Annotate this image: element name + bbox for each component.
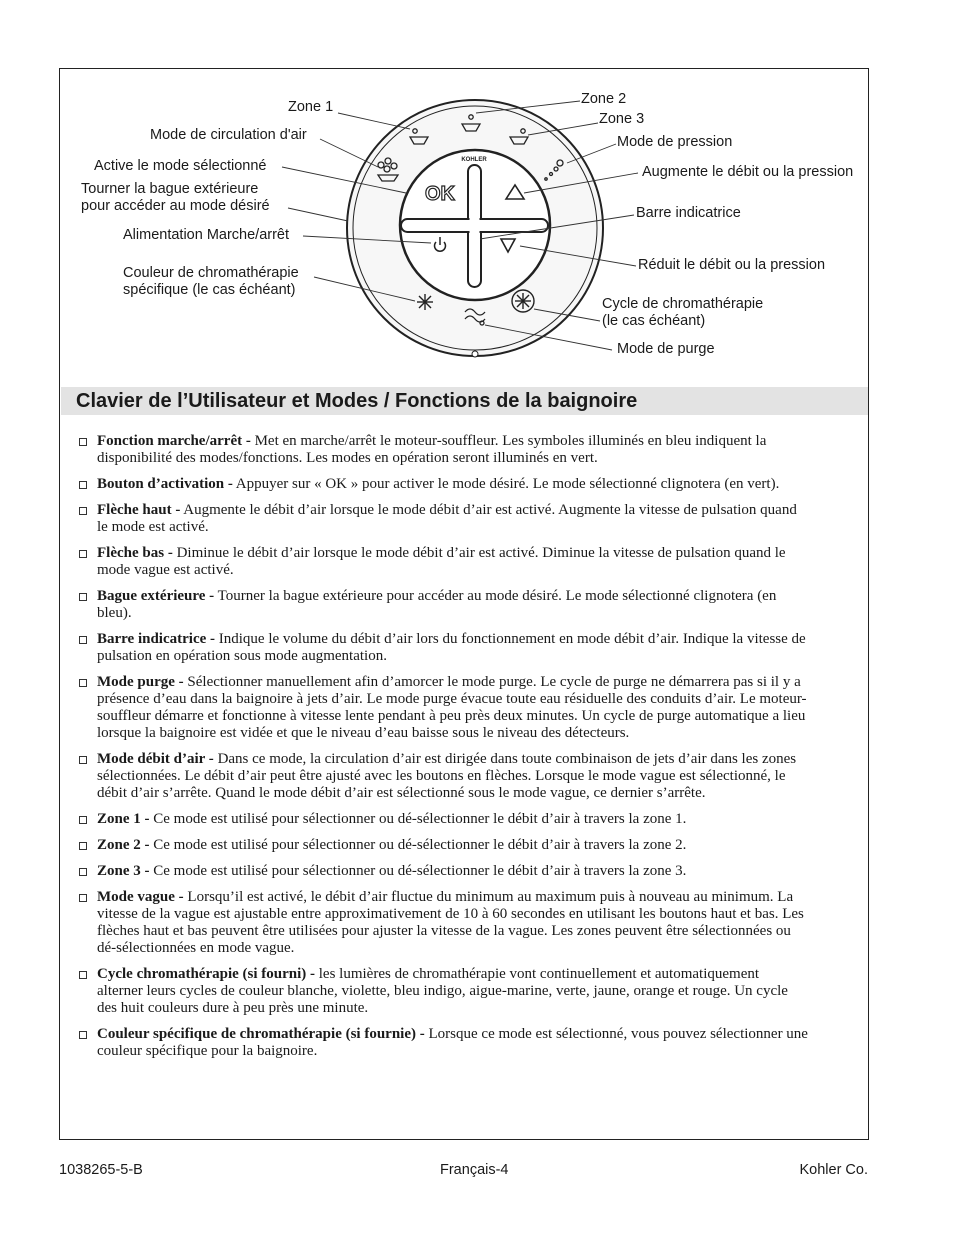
callout-decrease-flow: Réduit le débit ou la pression bbox=[638, 257, 826, 273]
kohler-logo: KOHLER bbox=[461, 157, 487, 163]
list-item bbox=[78, 1026, 808, 1060]
item-term: Barre indicatrice - bbox=[97, 631, 216, 647]
chroma-specific-color-icon bbox=[417, 294, 433, 310]
callout-turn-ring bbox=[81, 181, 270, 215]
square-bullet-icon bbox=[79, 756, 87, 764]
callout-turn-ring-line2: pour accéder au mode désiré bbox=[81, 198, 270, 214]
square-bullet-icon bbox=[79, 550, 87, 558]
item-description: Ce mode est utilisé pour sélectionner ou dé-sélectionner le débit d’air à travers la zone 2. bbox=[149, 837, 687, 853]
list-item bbox=[78, 837, 808, 854]
callout-zone1: Zone 1 bbox=[288, 99, 334, 115]
item-description: Augmente le débit d’air lorsque le mode débit d’air est activé. Augmente la vitesse de pulsation quand le mode est activé. bbox=[97, 502, 797, 535]
item-term: Bague extérieure - bbox=[97, 588, 215, 604]
callout-chroma-cycle-line1: Cycle de chromathérapie bbox=[602, 296, 764, 312]
item-description: Appuyer sur « OK » pour activer le mode désiré. Le mode sélectionné clignotera (en vert). bbox=[232, 476, 780, 492]
callout-specific-color-line1: Couleur de chromathérapie bbox=[123, 265, 299, 281]
item-term: Zone 2 - bbox=[97, 837, 150, 853]
callout-zone2: Zone 2 bbox=[581, 91, 627, 107]
item-description: les lumières de chromathérapie vont continuellement et automatiquement alterner leurs cycles de couleur blanche, violette, bleu indigo, aigue-marine, verte, jaune, orange et rouge. Un cycle des huit couleurs dure à peu près une minute. bbox=[97, 966, 788, 1016]
item-term: Bouton d’activation - bbox=[97, 476, 233, 492]
item-term: Zone 3 - bbox=[97, 863, 150, 879]
callout-turn-ring-line1: Tourner la bague extérieure bbox=[81, 181, 259, 197]
callout-chroma-cycle bbox=[602, 296, 763, 330]
list-item bbox=[78, 502, 808, 536]
item-description: Lorsque ce mode est sélectionné, vous pouvez sélectionner une couleur spécifique pour la baignoire. bbox=[97, 1026, 808, 1059]
footer-doc-number: 1038265-5-B bbox=[59, 1162, 143, 1178]
square-bullet-icon bbox=[79, 636, 87, 644]
item-term: Mode purge - bbox=[97, 674, 184, 690]
item-term: Flèche bas - bbox=[97, 545, 173, 561]
callout-chroma-cycle-line2: (le cas échéant) bbox=[602, 313, 706, 329]
callout-specific-color-line2: spécifique (le cas échéant) bbox=[123, 282, 296, 298]
item-term: Cycle chromathérapie (si fourni) - bbox=[97, 966, 316, 982]
callout-pressure-mode: Mode de pression bbox=[617, 134, 733, 150]
square-bullet-icon bbox=[79, 971, 87, 979]
callout-power-on-off: Alimentation Marche/arrêt bbox=[123, 227, 290, 243]
leader-zone1 bbox=[338, 113, 410, 129]
keypad-diagram bbox=[60, 69, 870, 387]
item-description: Lorsqu’il est activé, le débit d’air fluctue du minimum au maximum puis à nouveau au minimum. La vitesse de la vague est ajustable entre approximativement de 10 à 60 secondes en utilisant les boutons haut et bas. Les flèches haut et bas peuvent être utilisées pour ajuster la vitesse de la vague. Les zones peuvent être sélectionnées ou dé-sélectionnées en mode vague. bbox=[97, 889, 804, 956]
footer-company: Kohler Co. bbox=[799, 1162, 868, 1178]
callout-indicator-bar: Barre indicatrice bbox=[636, 205, 741, 221]
list-item bbox=[78, 674, 808, 742]
list-item bbox=[78, 476, 808, 493]
list-item bbox=[78, 751, 808, 802]
item-description: Sélectionner manuellement afin d’amorcer le mode purge. Le cycle de purge ne démarrera pas si il y a présence d’eau dans la baignoire à jets d’air. Le mode purge évacue toute eau résiduelle des conduits d’air. Le moteur-souffleur démarre et fonctionne à vitesse lente pendant à peu près deux minutes. Un cycle de purge automatique a lieu lorsque la baignoire est vidée et que le niveau d’eau baisse sous le niveau des détecteurs. bbox=[97, 674, 807, 741]
footer-page-number: Français-4 bbox=[440, 1162, 509, 1178]
item-description: Tourner la bague extérieure pour accéder au mode désiré. Le mode sélectionné clignotera (en bleu). bbox=[97, 588, 777, 621]
square-bullet-icon bbox=[79, 816, 87, 824]
list-item bbox=[78, 588, 808, 622]
callout-air-circulation-mode: Mode de circulation d'air bbox=[150, 127, 307, 143]
item-description: Diminue le débit d’air lorsque le mode débit d’air est activé. Diminue la vitesse de pulsation quand le mode vague est activé. bbox=[97, 545, 786, 578]
square-bullet-icon bbox=[79, 438, 87, 446]
leader-turn-ring bbox=[288, 208, 348, 221]
callout-activate-selected-mode: Active le mode sélectionné bbox=[94, 158, 267, 174]
ring-notch bbox=[472, 351, 478, 357]
list-item bbox=[78, 545, 808, 579]
square-bullet-icon bbox=[79, 679, 87, 687]
square-bullet-icon bbox=[79, 842, 87, 850]
item-term: Mode débit d’air - bbox=[97, 751, 214, 767]
leader-air-circulation bbox=[320, 139, 378, 167]
item-term: Zone 1 - bbox=[97, 811, 150, 827]
section-title: Clavier de l’Utilisateur et Modes / Fonctions de la baignoire bbox=[76, 390, 638, 412]
square-bullet-icon bbox=[79, 507, 87, 515]
item-term: Mode vague - bbox=[97, 889, 184, 905]
section-header bbox=[61, 387, 868, 415]
function-list bbox=[78, 433, 808, 1069]
item-description: Met en marche/arrêt le moteur-souffleur. Les symboles illuminés en bleu indiquent la disponibilité des modes/fonctions. Les modes en opération seront illuminés en vert. bbox=[97, 433, 767, 466]
bar-intersection bbox=[470, 218, 480, 233]
item-description: Dans ce mode, la circulation d’air est dirigée dans toute combinaison de jets d’air dans les zones sélectionnées. Le débit d’air peut être ajusté avec les boutons en flèches. Lorsque le mode vague est sélectionné, le débit d’air s’arrête. Quand le mode débit d’air est sélectionné sous le mode vague, ce dernier s’arrête. bbox=[97, 751, 797, 801]
ok-button-label: OK bbox=[425, 183, 455, 205]
list-item bbox=[78, 433, 808, 467]
square-bullet-icon bbox=[79, 868, 87, 876]
list-item bbox=[78, 811, 808, 828]
list-item bbox=[78, 631, 808, 665]
item-description: Ce mode est utilisé pour sélectionner ou dé-sélectionner le débit d’air à travers la zone 1. bbox=[149, 811, 687, 827]
chroma-cycle-icon bbox=[512, 290, 534, 312]
content-frame bbox=[59, 68, 869, 1140]
callout-purge-mode: Mode de purge bbox=[617, 341, 715, 357]
item-description: Ce mode est utilisé pour sélectionner ou dé-sélectionner le débit d’air à travers la zone 3. bbox=[149, 863, 687, 879]
item-term: Flèche haut - bbox=[97, 502, 181, 518]
square-bullet-icon bbox=[79, 894, 87, 902]
list-item bbox=[78, 966, 808, 1017]
item-term: Fonction marche/arrêt - bbox=[97, 433, 251, 449]
square-bullet-icon bbox=[79, 481, 87, 489]
list-item bbox=[78, 889, 808, 957]
callout-zone3: Zone 3 bbox=[599, 111, 645, 127]
item-term: Couleur spécifique de chromathérapie (si fournie) - bbox=[97, 1026, 425, 1042]
callout-increase-flow: Augmente le débit ou la pression bbox=[642, 164, 854, 180]
item-description: Indique le volume du débit d’air lors du fonctionnement en mode débit d’air. Indique la vitesse de pulsation en opération sous mode augmentation. bbox=[97, 631, 806, 664]
square-bullet-icon bbox=[79, 593, 87, 601]
callout-specific-color bbox=[123, 265, 299, 299]
list-item bbox=[78, 863, 808, 880]
square-bullet-icon bbox=[79, 1031, 87, 1039]
